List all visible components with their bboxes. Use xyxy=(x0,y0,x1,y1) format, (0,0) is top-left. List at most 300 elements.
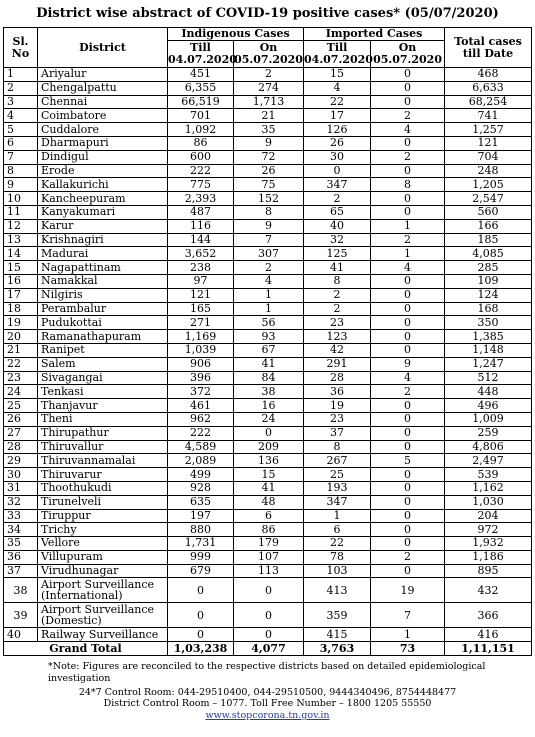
grand-total-indigenous-on: 4,077 xyxy=(234,642,304,656)
cell-indigenous-on: 113 xyxy=(234,564,304,578)
cell-district: Dharmapuri xyxy=(38,136,168,150)
cell-imported-till: 36 xyxy=(304,385,371,399)
cell-total: 1,030 xyxy=(445,495,532,509)
cell-total: 468 xyxy=(445,68,532,82)
cell-total: 350 xyxy=(445,316,532,330)
cell-imported-till: 37 xyxy=(304,426,371,440)
cell-indigenous-on: 2 xyxy=(234,68,304,82)
cell-indigenous-on: 86 xyxy=(234,523,304,537)
cell-imported-till: 78 xyxy=(304,550,371,564)
cell-indigenous-till: 461 xyxy=(168,399,234,413)
cell-indigenous-till: 962 xyxy=(168,412,234,426)
cell-indigenous-on: 209 xyxy=(234,440,304,454)
cell-indigenous-till: 1,731 xyxy=(168,537,234,551)
cell-imported-till: 2 xyxy=(304,192,371,206)
table-row xyxy=(4,288,532,302)
cell-sl-no: 21 xyxy=(4,343,38,357)
cell-indigenous-on: 2 xyxy=(234,261,304,275)
cell-imported-till: 347 xyxy=(304,495,371,509)
grand-total-indigenous-till: 1,03,238 xyxy=(168,642,234,656)
cell-imported-on: 0 xyxy=(371,564,445,578)
cell-sl-no: 10 xyxy=(4,192,38,206)
cell-imported-on: 4 xyxy=(371,261,445,275)
cell-imported-till: 42 xyxy=(304,343,371,357)
cell-district: Kancheepuram xyxy=(38,192,168,206)
cell-total: 4,085 xyxy=(445,247,532,261)
cell-imported-till: 4 xyxy=(304,81,371,95)
cell-imported-on: 1 xyxy=(371,247,445,261)
table-row xyxy=(4,578,532,603)
cell-total: 2,547 xyxy=(445,192,532,206)
cell-sl-no: 37 xyxy=(4,564,38,578)
page-title: District wise abstract of COVID-19 positive cases* (05/07/2020) xyxy=(36,6,499,21)
table-row xyxy=(4,412,532,426)
table-row xyxy=(4,537,532,551)
cell-indigenous-till: 2,089 xyxy=(168,454,234,468)
cell-total: 704 xyxy=(445,150,532,164)
cell-imported-till: 15 xyxy=(304,68,371,82)
cell-indigenous-till: 928 xyxy=(168,481,234,495)
table-row xyxy=(4,205,532,219)
cell-imported-on: 7 xyxy=(371,603,445,628)
header-district: District xyxy=(38,28,168,68)
table-row xyxy=(4,509,532,523)
cell-imported-till: 22 xyxy=(304,537,371,551)
cell-total: 366 xyxy=(445,603,532,628)
cell-indigenous-on: 152 xyxy=(234,192,304,206)
cell-district: Ramanathapuram xyxy=(38,330,168,344)
cell-indigenous-on: 274 xyxy=(234,81,304,95)
cell-imported-on: 5 xyxy=(371,454,445,468)
cell-total: 204 xyxy=(445,509,532,523)
cell-sl-no: 1 xyxy=(4,68,38,82)
cell-total: 2,497 xyxy=(445,454,532,468)
cell-imported-on: 0 xyxy=(371,343,445,357)
cell-district: Ariyalur xyxy=(38,68,168,82)
cell-district: Villupuram xyxy=(38,550,168,564)
district-control-room: District Control Room – 1077. Toll Free Number – 1800 1205 55550 xyxy=(103,698,432,709)
cell-sl-no: 38 xyxy=(4,578,38,603)
cases-table xyxy=(3,27,532,656)
cell-district: Virudhunagar xyxy=(38,564,168,578)
table-row xyxy=(4,192,532,206)
cell-total: 1,257 xyxy=(445,123,532,137)
cell-imported-till: 6 xyxy=(304,523,371,537)
table-row xyxy=(4,343,532,357)
cell-imported-till: 25 xyxy=(304,468,371,482)
footnote: *Note: Figures are reconciled to the respective districts based on detailed epidemiological investigation xyxy=(48,661,486,684)
cell-total: 6,633 xyxy=(445,81,532,95)
cell-indigenous-till: 396 xyxy=(168,371,234,385)
cell-imported-on: 0 xyxy=(371,274,445,288)
table-row xyxy=(4,81,532,95)
cell-imported-on: 0 xyxy=(371,302,445,316)
cell-district: Airport Surveillance (International) xyxy=(38,578,168,603)
cell-sl-no: 15 xyxy=(4,261,38,275)
cell-imported-on: 0 xyxy=(371,288,445,302)
cell-imported-till: 28 xyxy=(304,371,371,385)
table-row xyxy=(4,426,532,440)
cell-indigenous-on: 16 xyxy=(234,399,304,413)
cell-indigenous-till: 3,652 xyxy=(168,247,234,261)
cell-sl-no: 5 xyxy=(4,123,38,137)
cell-sl-no: 22 xyxy=(4,357,38,371)
cell-total: 1,205 xyxy=(445,178,532,192)
cell-imported-till: 41 xyxy=(304,261,371,275)
cell-indigenous-till: 0 xyxy=(168,603,234,628)
cell-imported-on: 0 xyxy=(371,426,445,440)
cell-indigenous-on: 21 xyxy=(234,109,304,123)
header-imported-till: Till 04.07.2020 xyxy=(304,41,373,66)
cell-imported-till: 23 xyxy=(304,412,371,426)
cell-indigenous-on: 307 xyxy=(234,247,304,261)
cell-indigenous-till: 86 xyxy=(168,136,234,150)
cell-indigenous-till: 97 xyxy=(168,274,234,288)
cell-indigenous-till: 451 xyxy=(168,68,234,82)
cell-district: Railway Surveillance xyxy=(38,628,168,642)
cell-district: Tiruppur xyxy=(38,509,168,523)
cell-indigenous-on: 41 xyxy=(234,481,304,495)
cell-indigenous-till: 271 xyxy=(168,316,234,330)
cell-indigenous-on: 15 xyxy=(234,468,304,482)
cell-imported-on: 0 xyxy=(371,81,445,95)
cell-imported-till: 359 xyxy=(304,603,371,628)
table-row xyxy=(4,150,532,164)
cell-indigenous-on: 136 xyxy=(234,454,304,468)
cell-total: 68,254 xyxy=(445,95,532,109)
cell-indigenous-on: 75 xyxy=(234,178,304,192)
cell-imported-till: 26 xyxy=(304,136,371,150)
cell-indigenous-till: 222 xyxy=(168,164,234,178)
cell-total: 1,148 xyxy=(445,343,532,357)
grand-total-imported-till: 3,763 xyxy=(304,642,371,656)
cell-sl-no: 20 xyxy=(4,330,38,344)
table-row xyxy=(4,399,532,413)
cell-imported-on: 4 xyxy=(371,371,445,385)
cell-indigenous-on: 1 xyxy=(234,288,304,302)
cell-total: 285 xyxy=(445,261,532,275)
table-row xyxy=(4,468,532,482)
cell-indigenous-on: 56 xyxy=(234,316,304,330)
cell-imported-till: 1 xyxy=(304,509,371,523)
cell-imported-till: 0 xyxy=(304,164,371,178)
table-row xyxy=(4,330,532,344)
cell-indigenous-till: 2,393 xyxy=(168,192,234,206)
cell-imported-till: 40 xyxy=(304,219,371,233)
cell-imported-till: 103 xyxy=(304,564,371,578)
cell-imported-till: 415 xyxy=(304,628,371,642)
cell-imported-till: 8 xyxy=(304,440,371,454)
cell-indigenous-on: 72 xyxy=(234,150,304,164)
cell-sl-no: 9 xyxy=(4,178,38,192)
cell-total: 121 xyxy=(445,136,532,150)
cell-indigenous-on: 0 xyxy=(234,603,304,628)
cell-district: Thiruvannamalai xyxy=(38,454,168,468)
table-row xyxy=(4,316,532,330)
cell-district: Dindigul xyxy=(38,150,168,164)
control-room-numbers: 24*7 Control Room: 044-29510400, 044-29510500, 9444340496, 8754448477 xyxy=(78,687,457,698)
cell-indigenous-on: 9 xyxy=(234,219,304,233)
cell-imported-on: 1 xyxy=(371,628,445,642)
cell-imported-on: 0 xyxy=(371,95,445,109)
cell-sl-no: 24 xyxy=(4,385,38,399)
cell-sl-no: 6 xyxy=(4,136,38,150)
cell-sl-no: 11 xyxy=(4,205,38,219)
cell-indigenous-till: 1,169 xyxy=(168,330,234,344)
cell-district: Ranipet xyxy=(38,343,168,357)
cell-district: Kanyakumari xyxy=(38,205,168,219)
cell-sl-no: 23 xyxy=(4,371,38,385)
cell-indigenous-till: 701 xyxy=(168,109,234,123)
cell-imported-on: 0 xyxy=(371,164,445,178)
cell-indigenous-till: 116 xyxy=(168,219,234,233)
cell-district: Madurai xyxy=(38,247,168,261)
cell-total: 741 xyxy=(445,109,532,123)
cell-total: 1,247 xyxy=(445,357,532,371)
cell-imported-till: 267 xyxy=(304,454,371,468)
cell-imported-till: 32 xyxy=(304,233,371,247)
cell-indigenous-till: 197 xyxy=(168,509,234,523)
cell-imported-on: 0 xyxy=(371,192,445,206)
cell-indigenous-on: 8 xyxy=(234,205,304,219)
cell-imported-till: 125 xyxy=(304,247,371,261)
cell-sl-no: 31 xyxy=(4,481,38,495)
cell-district: Thirupathur xyxy=(38,426,168,440)
cell-indigenous-on: 0 xyxy=(234,628,304,642)
cell-indigenous-till: 0 xyxy=(168,578,234,603)
cell-sl-no: 39 xyxy=(4,603,38,628)
cell-imported-on: 19 xyxy=(371,578,445,603)
cell-total: 248 xyxy=(445,164,532,178)
table-row xyxy=(4,603,532,628)
cell-indigenous-till: 1,039 xyxy=(168,343,234,357)
table-row xyxy=(4,454,532,468)
cell-district: Tenkasi xyxy=(38,385,168,399)
cell-indigenous-till: 487 xyxy=(168,205,234,219)
table-row xyxy=(4,440,532,454)
cell-total: 560 xyxy=(445,205,532,219)
table-row xyxy=(4,261,532,275)
cell-imported-on: 0 xyxy=(371,399,445,413)
cell-indigenous-till: 4,589 xyxy=(168,440,234,454)
cell-imported-till: 347 xyxy=(304,178,371,192)
cell-indigenous-on: 26 xyxy=(234,164,304,178)
cell-district: Nagapattinam xyxy=(38,261,168,275)
cell-imported-till: 126 xyxy=(304,123,371,137)
cell-imported-till: 19 xyxy=(304,399,371,413)
cell-imported-on: 0 xyxy=(371,537,445,551)
cell-indigenous-till: 144 xyxy=(168,233,234,247)
cell-imported-on: 0 xyxy=(371,509,445,523)
cell-sl-no: 14 xyxy=(4,247,38,261)
cell-sl-no: 18 xyxy=(4,302,38,316)
header-total: Total cases till Date xyxy=(445,28,532,68)
cell-indigenous-on: 48 xyxy=(234,495,304,509)
cell-imported-on: 2 xyxy=(371,385,445,399)
cell-district: Vellore xyxy=(38,537,168,551)
cell-imported-on: 0 xyxy=(371,440,445,454)
table-row xyxy=(4,495,532,509)
cell-total: 448 xyxy=(445,385,532,399)
cell-indigenous-on: 1 xyxy=(234,302,304,316)
cell-sl-no: 2 xyxy=(4,81,38,95)
header-imported: Imported Cases xyxy=(304,28,445,41)
table-row xyxy=(4,136,532,150)
cell-district: Namakkal xyxy=(38,274,168,288)
table-row xyxy=(4,564,532,578)
cell-imported-till: 193 xyxy=(304,481,371,495)
cell-indigenous-till: 635 xyxy=(168,495,234,509)
cell-total: 168 xyxy=(445,302,532,316)
cell-total: 972 xyxy=(445,523,532,537)
cell-indigenous-till: 0 xyxy=(168,628,234,642)
cell-total: 259 xyxy=(445,426,532,440)
cell-district: Chennai xyxy=(38,95,168,109)
cell-district: Erode xyxy=(38,164,168,178)
cell-total: 416 xyxy=(445,628,532,642)
header-indigenous-on: On 05.07.2020 xyxy=(234,41,303,66)
grand-total-row xyxy=(4,642,532,656)
cell-district: Salem xyxy=(38,357,168,371)
cell-total: 432 xyxy=(445,578,532,603)
cell-imported-on: 2 xyxy=(371,550,445,564)
cell-indigenous-on: 41 xyxy=(234,357,304,371)
grand-total-imported-on: 73 xyxy=(371,642,445,656)
table-row xyxy=(4,274,532,288)
cell-district: Pudukottai xyxy=(38,316,168,330)
cell-district: Nilgiris xyxy=(38,288,168,302)
cell-imported-on: 9 xyxy=(371,357,445,371)
cell-indigenous-till: 66,519 xyxy=(168,95,234,109)
cell-district: Karur xyxy=(38,219,168,233)
cell-indigenous-till: 880 xyxy=(168,523,234,537)
cell-indigenous-till: 499 xyxy=(168,468,234,482)
cell-sl-no: 36 xyxy=(4,550,38,564)
header-indigenous-till: Till 04.07.2020 xyxy=(168,41,237,66)
cell-district: Perambalur xyxy=(38,302,168,316)
cell-sl-no: 30 xyxy=(4,468,38,482)
cell-district: Kallakurichi xyxy=(38,178,168,192)
cell-imported-till: 413 xyxy=(304,578,371,603)
cell-sl-no: 40 xyxy=(4,628,38,642)
header-sl-no: Sl. No xyxy=(4,28,38,68)
cell-indigenous-on: 7 xyxy=(234,233,304,247)
table-row xyxy=(4,178,532,192)
cell-total: 166 xyxy=(445,219,532,233)
cell-sl-no: 4 xyxy=(4,109,38,123)
table-row xyxy=(4,109,532,123)
cell-indigenous-on: 179 xyxy=(234,537,304,551)
cell-indigenous-till: 165 xyxy=(168,302,234,316)
cell-indigenous-till: 372 xyxy=(168,385,234,399)
table-row xyxy=(4,385,532,399)
cell-district: Sivagangai xyxy=(38,371,168,385)
cell-indigenous-till: 121 xyxy=(168,288,234,302)
table-row xyxy=(4,357,532,371)
cell-total: 1,385 xyxy=(445,330,532,344)
cell-indigenous-on: 6 xyxy=(234,509,304,523)
cell-indigenous-on: 9 xyxy=(234,136,304,150)
cell-indigenous-on: 67 xyxy=(234,343,304,357)
cell-district: Theni xyxy=(38,412,168,426)
cell-total: 1,932 xyxy=(445,537,532,551)
cell-sl-no: 7 xyxy=(4,150,38,164)
table-row xyxy=(4,123,532,137)
cell-imported-on: 2 xyxy=(371,109,445,123)
table-row xyxy=(4,219,532,233)
cell-indigenous-on: 0 xyxy=(234,426,304,440)
table-row xyxy=(4,247,532,261)
cell-district: Tirunelveli xyxy=(38,495,168,509)
cell-indigenous-till: 6,355 xyxy=(168,81,234,95)
cell-indigenous-on: 0 xyxy=(234,578,304,603)
cell-imported-on: 0 xyxy=(371,412,445,426)
grand-total-total: 1,11,151 xyxy=(445,642,532,656)
cell-district: Krishnagiri xyxy=(38,233,168,247)
website-link[interactable]: www.stopcorona.tn.gov.in xyxy=(205,710,330,721)
cell-sl-no: 8 xyxy=(4,164,38,178)
cell-sl-no: 29 xyxy=(4,454,38,468)
cell-indigenous-till: 999 xyxy=(168,550,234,564)
cell-total: 539 xyxy=(445,468,532,482)
cell-imported-on: 0 xyxy=(371,481,445,495)
cell-sl-no: 3 xyxy=(4,95,38,109)
cell-district: Chengalpattu xyxy=(38,81,168,95)
cell-indigenous-till: 775 xyxy=(168,178,234,192)
cell-indigenous-till: 1,092 xyxy=(168,123,234,137)
cell-indigenous-till: 906 xyxy=(168,357,234,371)
header-indigenous: Indigenous Cases xyxy=(168,28,304,41)
cell-indigenous-on: 38 xyxy=(234,385,304,399)
cell-imported-on: 0 xyxy=(371,205,445,219)
cell-total: 1,186 xyxy=(445,550,532,564)
cell-imported-on: 0 xyxy=(371,316,445,330)
cell-total: 496 xyxy=(445,399,532,413)
cell-sl-no: 12 xyxy=(4,219,38,233)
cell-indigenous-on: 1,713 xyxy=(234,95,304,109)
table-row xyxy=(4,233,532,247)
cell-district: Thiruvallur xyxy=(38,440,168,454)
cell-sl-no: 35 xyxy=(4,537,38,551)
cell-imported-till: 22 xyxy=(304,95,371,109)
cell-imported-on: 0 xyxy=(371,136,445,150)
cell-imported-on: 8 xyxy=(371,178,445,192)
cell-sl-no: 34 xyxy=(4,523,38,537)
cell-imported-on: 4 xyxy=(371,123,445,137)
cell-district: Trichy xyxy=(38,523,168,537)
cell-district: Thiruvarur xyxy=(38,468,168,482)
cell-indigenous-till: 238 xyxy=(168,261,234,275)
cell-indigenous-on: 107 xyxy=(234,550,304,564)
cell-total: 512 xyxy=(445,371,532,385)
cell-imported-on: 0 xyxy=(371,330,445,344)
table-row xyxy=(4,68,532,82)
cell-total: 4,806 xyxy=(445,440,532,454)
cell-sl-no: 19 xyxy=(4,316,38,330)
cell-sl-no: 17 xyxy=(4,288,38,302)
cell-imported-on: 2 xyxy=(371,150,445,164)
cell-imported-on: 1 xyxy=(371,219,445,233)
table-row xyxy=(4,302,532,316)
cell-imported-till: 30 xyxy=(304,150,371,164)
cell-imported-till: 23 xyxy=(304,316,371,330)
cell-district: Airport Surveillance (Domestic) xyxy=(38,603,168,628)
cell-imported-on: 0 xyxy=(371,495,445,509)
cell-sl-no: 26 xyxy=(4,412,38,426)
cell-imported-on: 2 xyxy=(371,233,445,247)
cell-sl-no: 33 xyxy=(4,509,38,523)
cell-district: Thanjavur xyxy=(38,399,168,413)
